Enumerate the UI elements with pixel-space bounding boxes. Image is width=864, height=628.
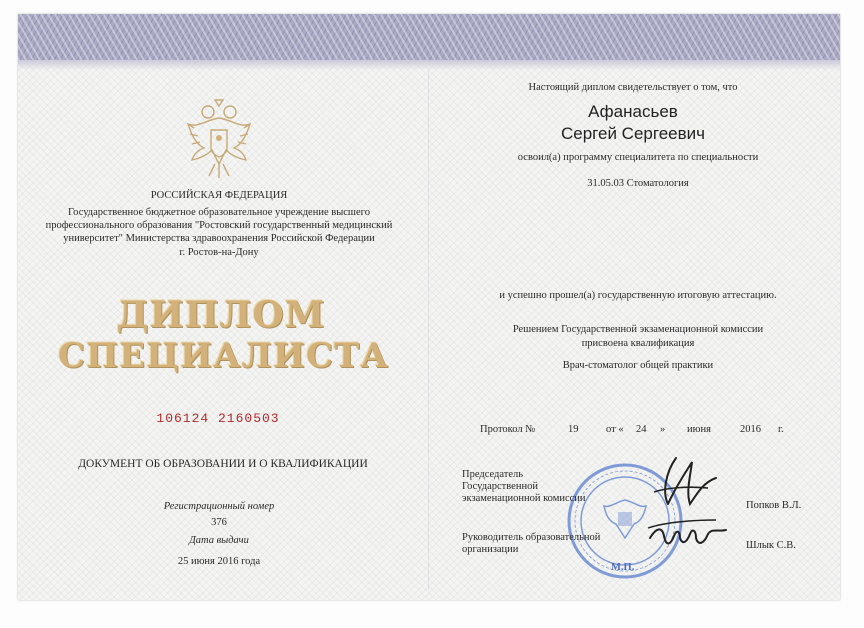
chair-line-1: Председатель [462,469,524,480]
stamp-mark: М.П. [611,562,635,573]
band-fade [18,60,840,70]
coat-of-arms-emblem [178,92,260,184]
decorative-header-band [18,14,840,60]
day-close-quote: » [660,424,666,435]
decision-line-1: Решением Государственной экзаменационной комиссии [512,324,764,335]
protocol-label: Протокол № [480,424,536,435]
head-name: Шлык С.В. [746,540,796,551]
year-suffix: г. [778,424,784,435]
head-signature [646,510,730,560]
serial-number: 106124 2160503 [156,411,280,426]
diploma-title-line-1: ДИПЛОМ [116,294,326,336]
head-line-2: организации [462,544,519,555]
diploma-page [18,14,840,600]
specialty: 31.05.03 Стоматология [587,178,689,189]
chair-line-2: Государственной [462,481,538,492]
protocol-number: 19 [568,424,579,435]
issue-date: 25 июня 2016 года [177,556,261,567]
institution-city: г. Ростов-на-Дону [179,247,259,258]
qualification: Врач-стоматолог общей практики [562,360,714,371]
certifies-text: Настоящий диплом свидетельствует о том, что [528,82,738,93]
issue-date-label: Дата выдачи [189,535,249,546]
country-label: РОССИЙСКАЯ ФЕДЕРАЦИЯ [150,190,288,201]
from-label: от « [606,424,624,435]
institution-line-3: университет" Министерства здравоохранения Российской Федерации [63,233,375,244]
institution-line-1: Государственное бюджетное образовательное учреждение высшего [68,207,370,218]
registration-label: Регистрационный номер [163,501,275,512]
institution-line-2: профессионального образования "Ростовский государственный медицинский [45,220,393,231]
registration-number: 376 [211,517,227,528]
protocol-year: 2016 [740,424,761,435]
chair-line-3: экзаменационной комиссии [462,493,586,504]
protocol-month: июня [687,424,711,435]
passed-attestation-text: и успешно прошел(а) государственную итоговую аттестацию. [499,290,777,301]
program-text: освоил(а) программу специалитета по специальности [517,152,759,163]
diploma-title-line-2: СПЕЦИАЛИСТА [58,336,389,376]
decision-line-2: присвоена квалификация [581,338,695,349]
chair-signature [646,452,726,512]
graduate-given-names: Сергей Сергеевич [561,124,705,143]
chair-name: Попков В.Л. [746,500,802,511]
document-type: ДОКУМЕНТ ОБ ОБРАЗОВАНИИ И О КВАЛИФИКАЦИИ [78,458,368,470]
graduate-surname: Афанасьев [588,102,678,121]
protocol-day: 24 [636,424,647,435]
page-fold [428,70,429,590]
head-line-1: Руководитель образовательной [462,532,601,543]
